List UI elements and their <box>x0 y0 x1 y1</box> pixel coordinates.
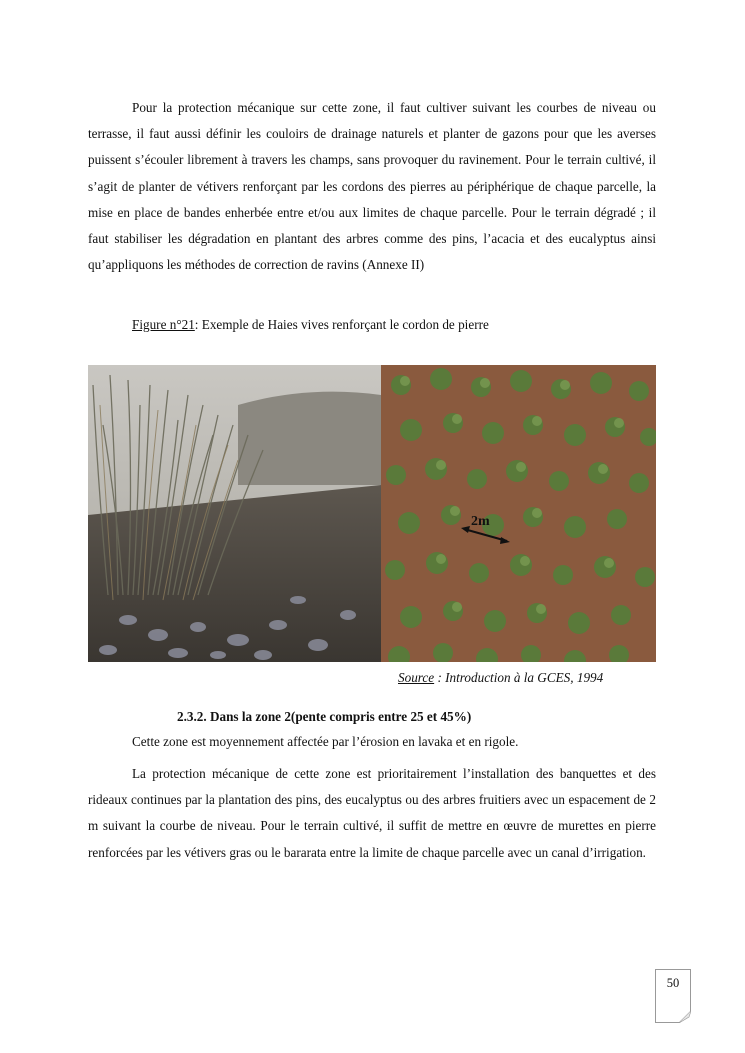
source-label: Source <box>398 670 435 685</box>
paragraph-1-text: Pour la protection mécanique sur cette zone, il faut cultiver suivant les courbes de niveau ou terrasse, il faut aussi définir les couloirs de drainage naturels et planter de gazons pour que les averses puissent s’écouler librement à travers les champs, sans provoquer du ravinement. Pour le terrain cultivé, il s’agit de planter de vétivers renforçant par les cordons des pierres au périphérique de chaque parcelle, la mise en place de bandes enherbée entre et/ou aux limites de chaque parcelle. Pour le terrain dégradé ; il faut stabiliser les dégradation en plantant des arbres comme des pins, l’acacia et des eucalyptus ainsi qu’appliquons les méthodes de correction de ravins (Annexe II) <box>88 100 656 273</box>
paragraph-zone-2-erosion <box>88 729 656 755</box>
photo-terraced-plantation <box>381 365 656 662</box>
page-fold-icon <box>679 1011 691 1023</box>
paragraph-2-text: Cette zone est moyennement affectée par l’érosion en lavaka et en rigole. <box>132 734 519 749</box>
page-number-box <box>655 969 691 1023</box>
paragraph-zone-2-protection <box>88 761 656 866</box>
figure-label: Figure n°21 <box>132 317 195 332</box>
spacing-annotation: 2m <box>471 514 490 529</box>
photo-vetiver-hedge-illustration <box>88 365 381 662</box>
source-text: : Introduction à la GCES, 1994 <box>434 670 604 685</box>
page-number: 50 <box>666 976 680 990</box>
figure-source <box>398 670 603 686</box>
photo-terraced-plantation-illustration <box>381 365 656 662</box>
paragraph-protection-mecanique <box>88 95 656 278</box>
figure-caption <box>132 317 489 333</box>
paragraph-3-text: La protection mécanique de cette zone est prioritairement l’installation des banquettes et des rideaux continues par la plantation des pins, des eucalyptus ou des arbres fruitiers avec un espacement de 2 m suivant la courbe de niveau. Pour le terrain cultivé, il suffit de mettre en œuvre de murettes en pierre renforcées par les vétivers gras ou le bararata entre la limite de chaque parcelle avec un canal d’irrigation. <box>88 766 656 860</box>
photo-vetiver-hedge <box>88 365 381 662</box>
figure-caption-text: : Exemple de Haies vives renforçant le cordon de pierre <box>194 317 489 332</box>
section-heading: 2.3.2. Dans la zone 2(pente compris entre 25 et 45%) <box>177 709 472 724</box>
